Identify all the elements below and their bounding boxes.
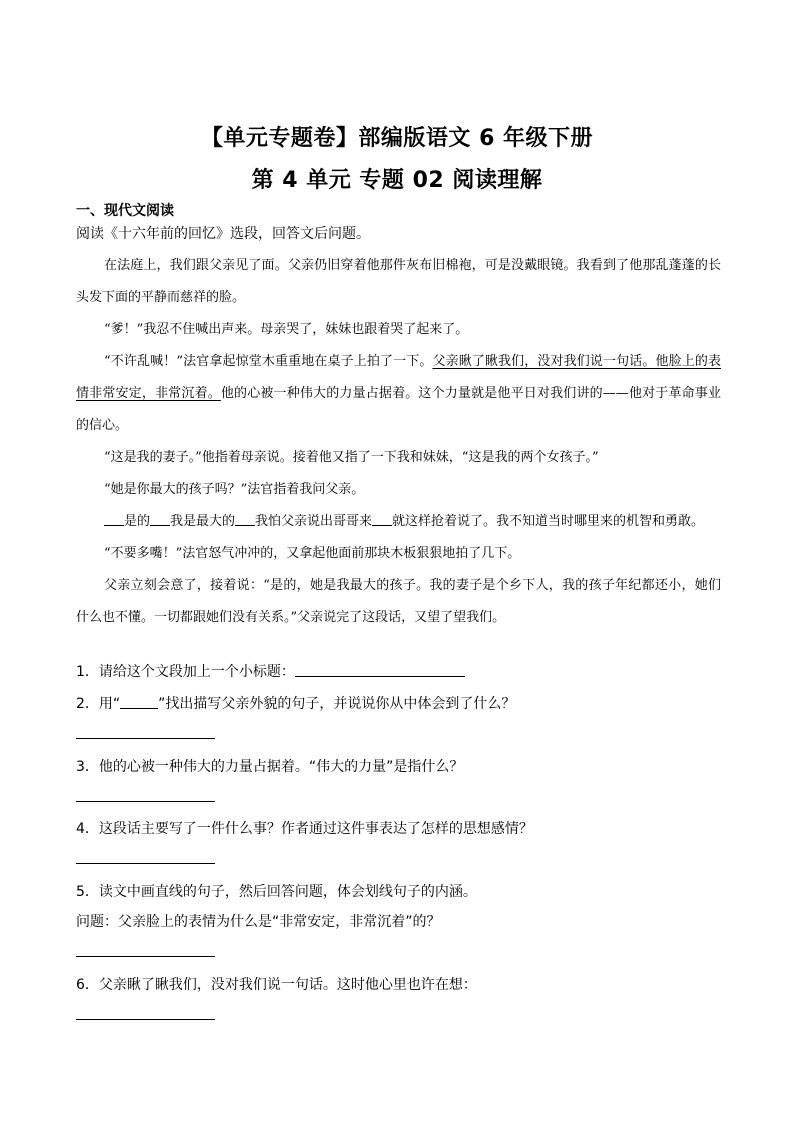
passage-text: 就这样抢着说了。我不知道当时哪里来的机智和勇敢。 (392, 514, 705, 529)
passage-paragraph-8: 父亲立刻会意了，接着说：“是的，她是我最大的孩子。我的妻子是个乡下人，我的孩子年纪都还小，她们什么也不懂。一切都跟她们没有关系。”父亲说完了这段话，又望了望我们。 (76, 578, 721, 625)
answer-line-2[interactable] (76, 738, 215, 739)
worksheet-subtitle: 第 4 单元 专题 02 阅读理解 (251, 168, 543, 193)
passage-paragraph-2: “爹！”我忍不住喊出声来。母亲哭了，妹妹也跟着哭了起来了。 (104, 322, 469, 337)
passage-text: 我怕父亲说出哥哥来 (255, 514, 373, 529)
question-5-sub: 问题：父亲脸上的表情为什么是“非常安定，非常沉着”的？ (76, 914, 441, 930)
answer-line-6[interactable] (76, 1019, 215, 1020)
reading-passage (76, 250, 721, 634)
punctuation-blank-3[interactable] (235, 524, 255, 526)
answer-line-5[interactable] (76, 956, 215, 957)
passage-paragraph-3 (76, 346, 721, 442)
question-5: 5．读文中画直线的句子，然后回答问题，体会划线句子的内涵。 (76, 884, 477, 900)
passage-text: 他的心被一种伟大的力量占据着。这个力量就是他平日对我们讲的——他对于革命事业的信心。 (76, 386, 721, 433)
answer-line-4[interactable] (76, 863, 215, 864)
passage-paragraph-1: 在法庭上，我们跟父亲见了面。父亲仍旧穿着他那件灰布旧棉袍，可是没戴眼镜。我看到了他那乱蓬蓬的长头发下面的平静而慈祥的脸。 (76, 258, 721, 305)
punctuation-blank-4[interactable] (372, 524, 392, 526)
question-text: ”找出描写父亲外貌的句子，并说说你从中体会到了什么？ (158, 696, 516, 712)
underline-symbol-blank (120, 707, 158, 709)
punctuation-blank-2[interactable] (150, 524, 170, 526)
passage-paragraph-7: “不要多嘴！”法官怒气冲冲的，又拿起他面前那块木板狠狠地拍了几下。 (104, 546, 521, 561)
question-4: 4．这段话主要写了一件什么事？作者通过这件事表达了怎样的思想感情？ (76, 821, 533, 837)
worksheet-title: 【单元专题卷】部编版语文 6 年级下册 (200, 126, 594, 151)
answer-line-3[interactable] (76, 801, 215, 802)
question-1 (76, 661, 465, 681)
question-2 (76, 693, 515, 713)
passage-text: 是的 (124, 514, 151, 529)
question-text: 1．请给这个文段加上一个小标题： (76, 664, 295, 680)
passage-paragraph-6 (76, 506, 721, 538)
reading-instruction: 阅读《十六年前的回忆》选段，回答文后问题。 (76, 226, 370, 242)
question-text: 2．用“ (76, 696, 121, 712)
question-3: 3．他的心被一种伟大的力量占据着。“伟大的力量”是指什么？ (76, 759, 464, 775)
passage-paragraph-5: “她是你最大的孩子吗？”法官指着我问父亲。 (104, 482, 365, 497)
passage-text: “不许乱喊！”法官拿起惊堂木重重地在桌子上拍了一下。 (104, 354, 433, 369)
section-heading: 一、现代文阅读 (76, 203, 174, 219)
answer-blank-1[interactable] (295, 675, 465, 677)
question-6: 6．父亲瞅了瞅我们，没对我们说一句话。这时他心里也许在想： (76, 977, 477, 993)
passage-paragraph-4: “这是我的妻子。”他指着母亲说。接着他又指了一下我和妹妹，“这是我的两个女孩子。” (104, 450, 599, 465)
underlined-sentence: 父亲瞅了瞅我们，没对我们说一句话。他脸上的表情非常安定，非常沉着。 (76, 354, 721, 401)
passage-text: 我是最大的 (170, 514, 236, 529)
punctuation-blank-1[interactable] (104, 524, 124, 526)
